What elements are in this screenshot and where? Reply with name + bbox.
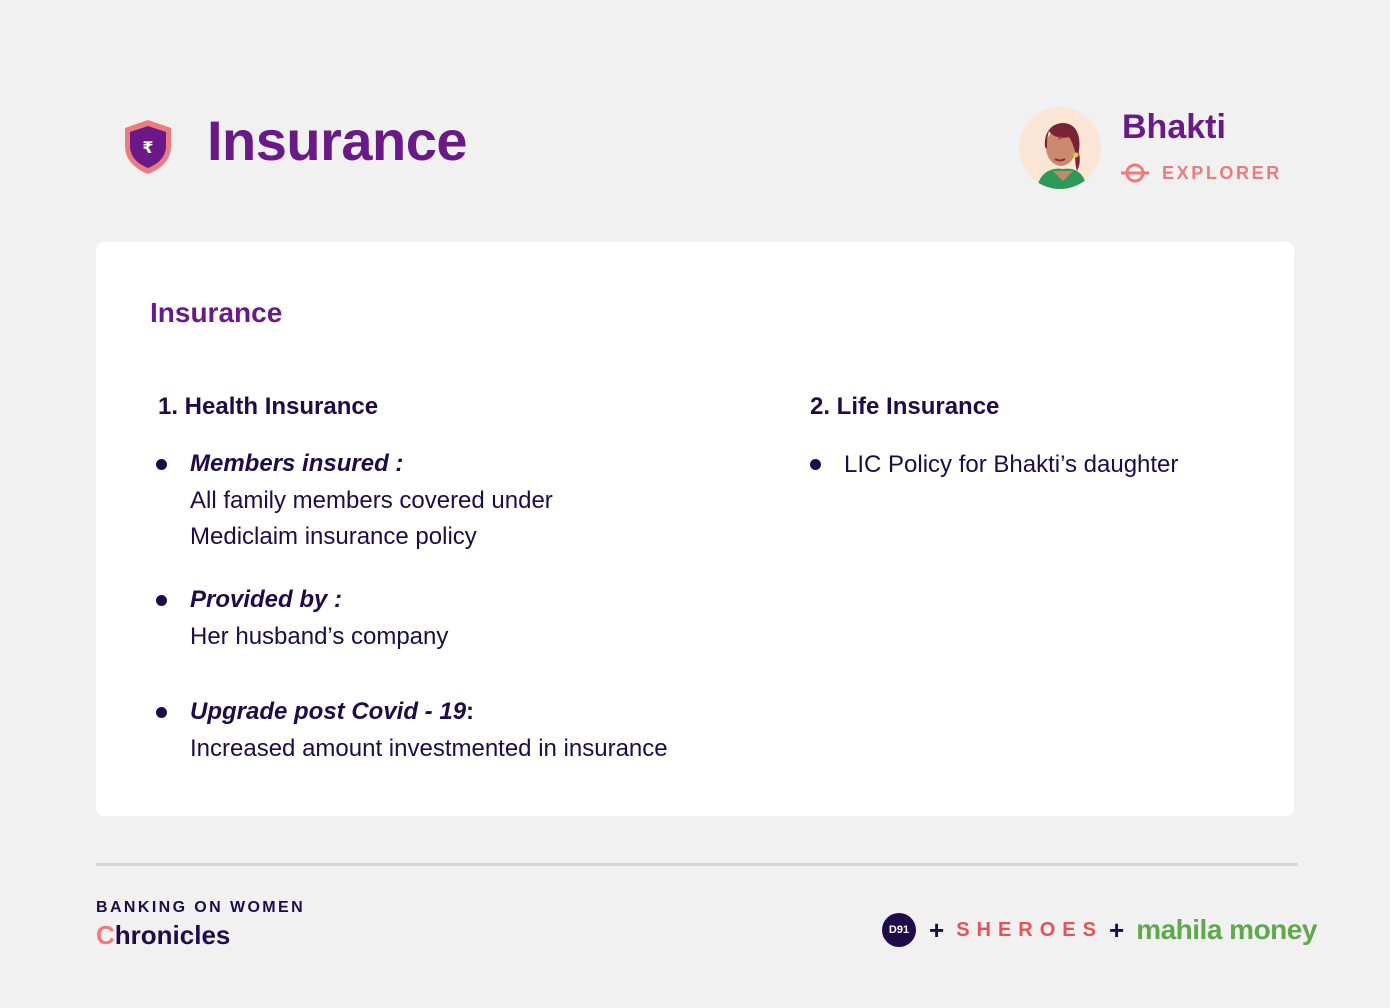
- persona-name: Bhakti: [1122, 108, 1226, 146]
- bullet-dot: [156, 595, 167, 606]
- persona-avatar: [1019, 107, 1101, 189]
- item-text-lic: LIC Policy for Bhakti’s daughter: [844, 451, 1179, 478]
- item-text-members-line1: All family members covered under: [190, 487, 553, 514]
- explorer-badge-icon: [1120, 161, 1150, 185]
- item-label-members: Members insured :: [190, 450, 404, 477]
- persona-tag: [1120, 161, 1282, 185]
- section-heading-health: 1. Health Insurance: [158, 393, 379, 420]
- item-label-provided: Provided by :: [190, 586, 343, 613]
- item-text-upgrade: Increased amount investmented in insurance: [190, 735, 668, 762]
- bullet-dot: [810, 459, 821, 470]
- item-text-provided: Her husband’s company: [190, 623, 449, 650]
- persona-role: EXPLORER: [1162, 162, 1282, 183]
- bullet-dot: [156, 707, 167, 718]
- d91-logo: D91: [882, 913, 916, 947]
- card-title: Insurance: [150, 297, 283, 328]
- page-title: Insurance: [207, 109, 468, 172]
- item-label-upgrade-text: Upgrade post Covid - 19: [190, 698, 467, 725]
- brand-first-letter: C: [96, 920, 115, 950]
- brand-chronicles-logo: [96, 920, 230, 951]
- plus-separator: +: [1109, 914, 1125, 945]
- bullet-dot: [156, 459, 167, 470]
- section-heading-life: 2. Life Insurance: [810, 393, 1000, 420]
- insurance-card: [96, 242, 1294, 816]
- footer-divider: [96, 863, 1298, 866]
- mahila-money-logo: mahila money: [1136, 914, 1317, 945]
- plus-separator: +: [929, 914, 945, 945]
- brand-series-label: BANKING ON WOMEN: [96, 899, 306, 916]
- item-label-upgrade: [190, 698, 474, 726]
- item-label-upgrade-colon: :: [466, 698, 475, 725]
- partner-logos: [882, 910, 1317, 950]
- item-text-members-line2: Mediclaim insurance policy: [190, 523, 477, 550]
- brand-rest: hronicles: [114, 920, 231, 950]
- rupee-shield-icon: [121, 118, 175, 176]
- svg-text:₹: ₹: [142, 138, 154, 157]
- sheroes-logo: SHEROES: [956, 918, 1103, 941]
